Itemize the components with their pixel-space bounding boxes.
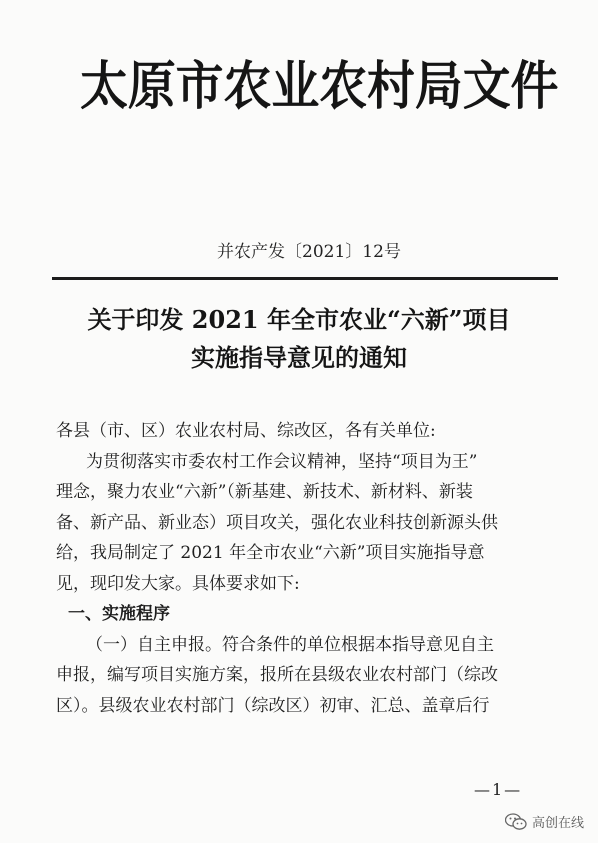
page-number: —1— (474, 780, 523, 799)
wechat-icon (505, 813, 527, 831)
source-watermark (505, 812, 584, 831)
paragraph-line: 备、新产品、新业态）项目攻关，强化农业科技创新源头供 (56, 512, 498, 533)
notice-title (40, 301, 558, 377)
addressee-line: 各县（市、区）农业农村局、综改区，各有关单位: (56, 421, 436, 441)
paragraph-line: 见，现印发大家。具体要求如下: (56, 573, 300, 594)
notice-title-line-1: 关于印发 2021 年全市农业“六新”项目 (87, 305, 511, 334)
paragraph-line: 理念，聚力农业“六新”（新基建、新技术、新材料、新装 (56, 482, 473, 502)
issuing-authority-header: 太原市农业农村局文件 (80, 57, 559, 117)
paragraph-line: 给，我局制定了 2021 年全市农业“六新”项目实施指导意 (56, 543, 485, 563)
document-number: 并农产发〔2021〕12号 (217, 242, 401, 262)
paragraph-line: 申报，编写项目实施方案，报所在县级农业农村部门（综改 (56, 665, 498, 685)
notice-title-line-2: 实施指导意见的通知 (191, 343, 407, 372)
document-body (56, 416, 556, 721)
header-divider (52, 277, 558, 280)
paragraph-line: 区）。县级农业农村部门（综改区）初审、汇总、盖章后行 (56, 695, 490, 716)
paragraph-line: 为贯彻落实市委农村工作会议精神，坚持“项目为王” (86, 451, 478, 472)
subsection-line (56, 630, 556, 661)
subsection-label: （一） (86, 634, 137, 655)
watermark-text: 高创在线 (531, 816, 584, 831)
section-heading: 一、实施程序 (68, 604, 170, 624)
subsection-text: 自主申报。符合条件的单位根据本指导意见自主 (137, 634, 494, 655)
